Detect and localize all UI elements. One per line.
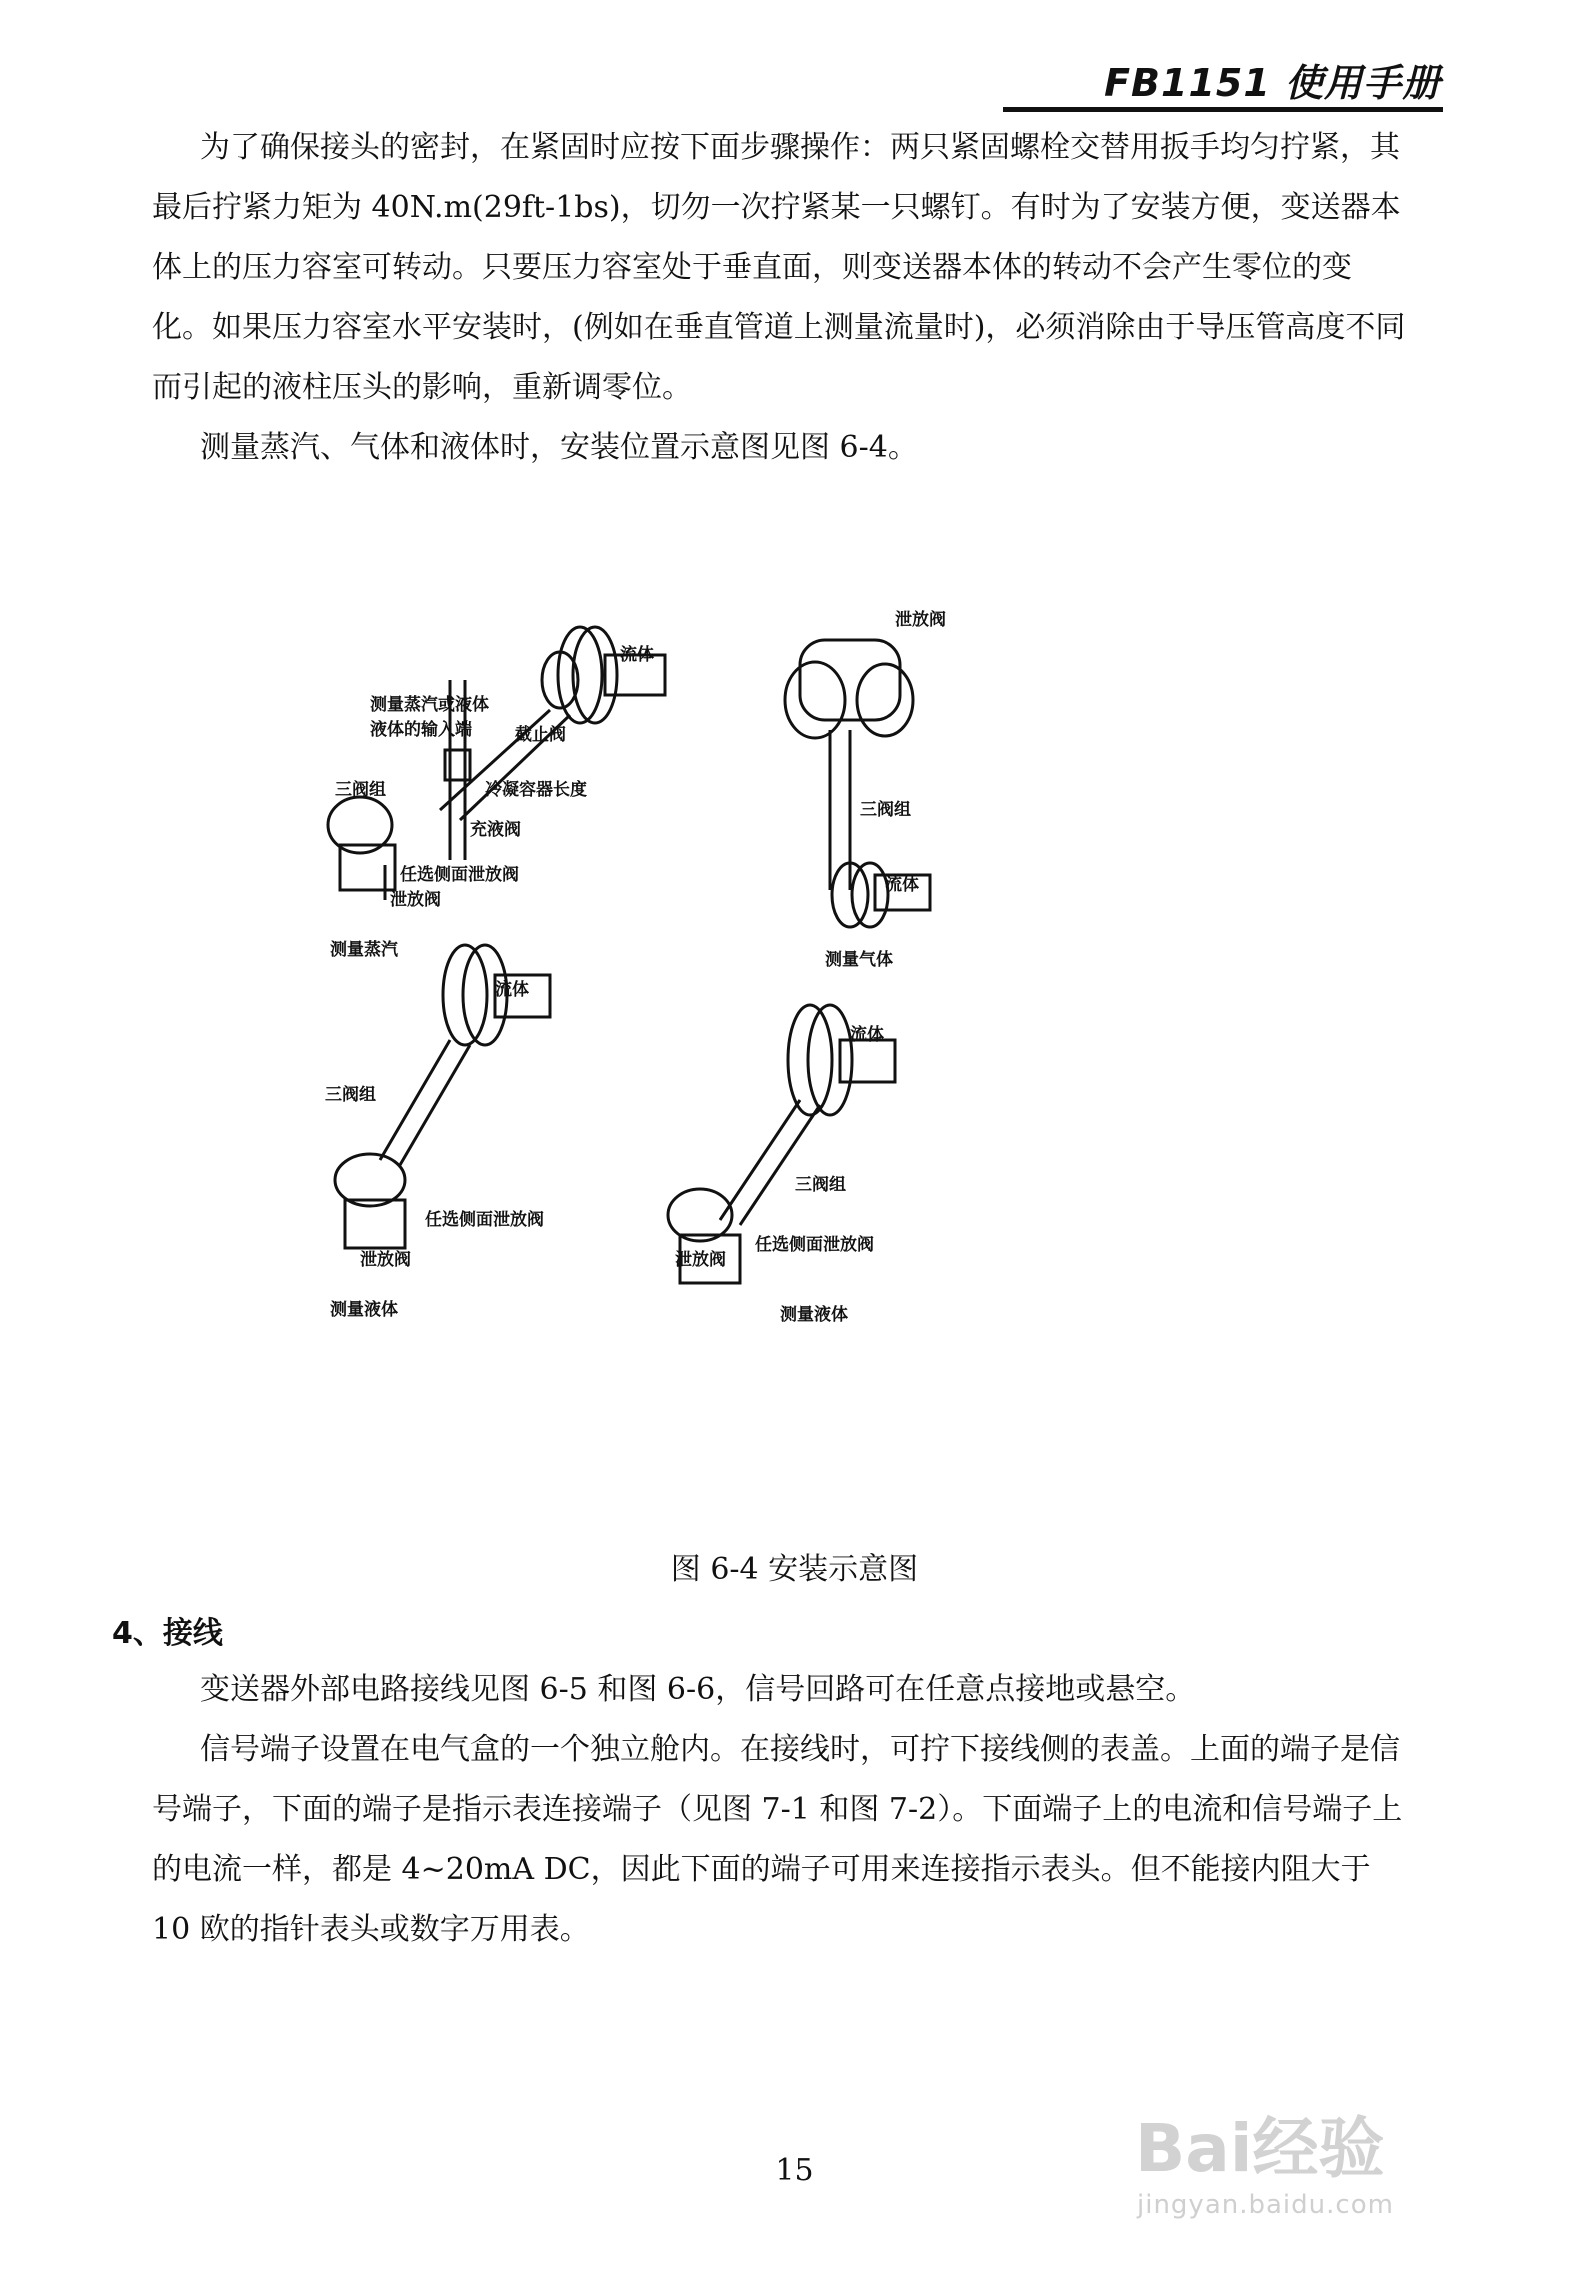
liquid-a-label-fluid: 流体 bbox=[495, 980, 529, 1000]
steam-label-vent: 泄放阀 bbox=[390, 890, 441, 910]
intro-text bbox=[152, 118, 1407, 478]
section-paragraph-2: 信号端子设置在电气盒的一个独立舱内。在接线时，可拧下接线侧的表盖。上面的端子是信号端子，下面的端子是指示表连接端子（见图 7-1 和图 7-2）。下面端子上的电流和信号端子上的电流一样，都是 4~20mA DC，因此下面的端子可用来连接指示表头。但不能接内阻大于 10 欧的指针表头或数字万用表。 bbox=[152, 1732, 1403, 1947]
steam-label-shutoff: 截止阀 bbox=[515, 725, 566, 745]
installation-diagram bbox=[300, 560, 1200, 1550]
watermark bbox=[1125, 2040, 1485, 2240]
liquid-b-panel-title: 测量液体 bbox=[780, 1305, 848, 1325]
liquid-b-label-side-vent: 任选侧面泄放阀 bbox=[755, 1235, 874, 1255]
steam-label-measure: 测量蒸汽或液体 bbox=[370, 695, 489, 715]
intro-paragraph-1: 为了确保接头的密封，在紧固时应按下面步骤操作：两只紧固螺栓交替用扳手均匀拧紧，其最后拧紧力矩为 40N.m(29ft-1bs)，切勿一次拧紧某一只螺钉。有时为了安装方便，变送器本体上的压力容室可转动。只要压力容室处于垂直面，则变送器本体的转动不会产生零位的变化。如果压力容室水平安装时，(例如在垂直管道上测量流量时)，必须消除由于导压管高度不同而引起的液柱压头的影响，重新调零位。 bbox=[152, 130, 1406, 405]
liquid-b-label-fluid: 流体 bbox=[850, 1025, 884, 1045]
installation-figure bbox=[300, 560, 1200, 1550]
intro-paragraph-2: 测量蒸汽、气体和液体时，安装位置示意图见图 6-4。 bbox=[200, 430, 918, 465]
liquid-b-label-vent: 泄放阀 bbox=[675, 1250, 726, 1270]
liquid-b-label-manifold: 三阀组 bbox=[795, 1175, 846, 1195]
figure-caption: 图 6-4 安装示意图 bbox=[670, 1552, 919, 1587]
liquid-a-label-manifold: 三阀组 bbox=[325, 1085, 376, 1105]
liquid-a-label-vent: 泄放阀 bbox=[360, 1250, 411, 1270]
liquid-a-panel-title: 测量液体 bbox=[330, 1300, 398, 1320]
gas-panel-title: 测量气体 bbox=[825, 950, 893, 970]
header-title: FB1151 使用手册 bbox=[1104, 61, 1441, 105]
steam-panel-title: 测量蒸汽 bbox=[330, 940, 398, 960]
gas-label-manifold: 三阀组 bbox=[860, 800, 911, 820]
section-paragraph-1: 变送器外部电路接线见图 6-5 和图 6-6，信号回路可在任意点接地或悬空。 bbox=[200, 1672, 1196, 1707]
steam-label-fluid: 流体 bbox=[620, 645, 654, 665]
steam-diagram bbox=[328, 627, 665, 900]
liquid-a-label-side-vent: 任选侧面泄放阀 bbox=[425, 1210, 544, 1230]
steam-label-condense-length: 冷凝容器长度 bbox=[485, 780, 587, 800]
watermark-brand: Bai经验 bbox=[1135, 2110, 1385, 2187]
section-text bbox=[152, 1660, 1407, 1960]
gas-label-fluid: 流体 bbox=[885, 875, 919, 895]
steam-label-input: 液体的输入端 bbox=[370, 720, 472, 740]
header-rule bbox=[1003, 107, 1443, 112]
steam-label-fill: 充液阀 bbox=[470, 820, 521, 840]
steam-label-manifold: 三阀组 bbox=[335, 780, 386, 800]
watermark-url: jingyan.baidu.com bbox=[1137, 2190, 1394, 2220]
gas-label-vent: 泄放阀 bbox=[895, 610, 946, 630]
page-number: 15 bbox=[775, 2153, 814, 2188]
section-title: 4、接线 bbox=[112, 1616, 223, 1651]
steam-label-side-vent: 任选侧面泄放阀 bbox=[400, 865, 519, 885]
